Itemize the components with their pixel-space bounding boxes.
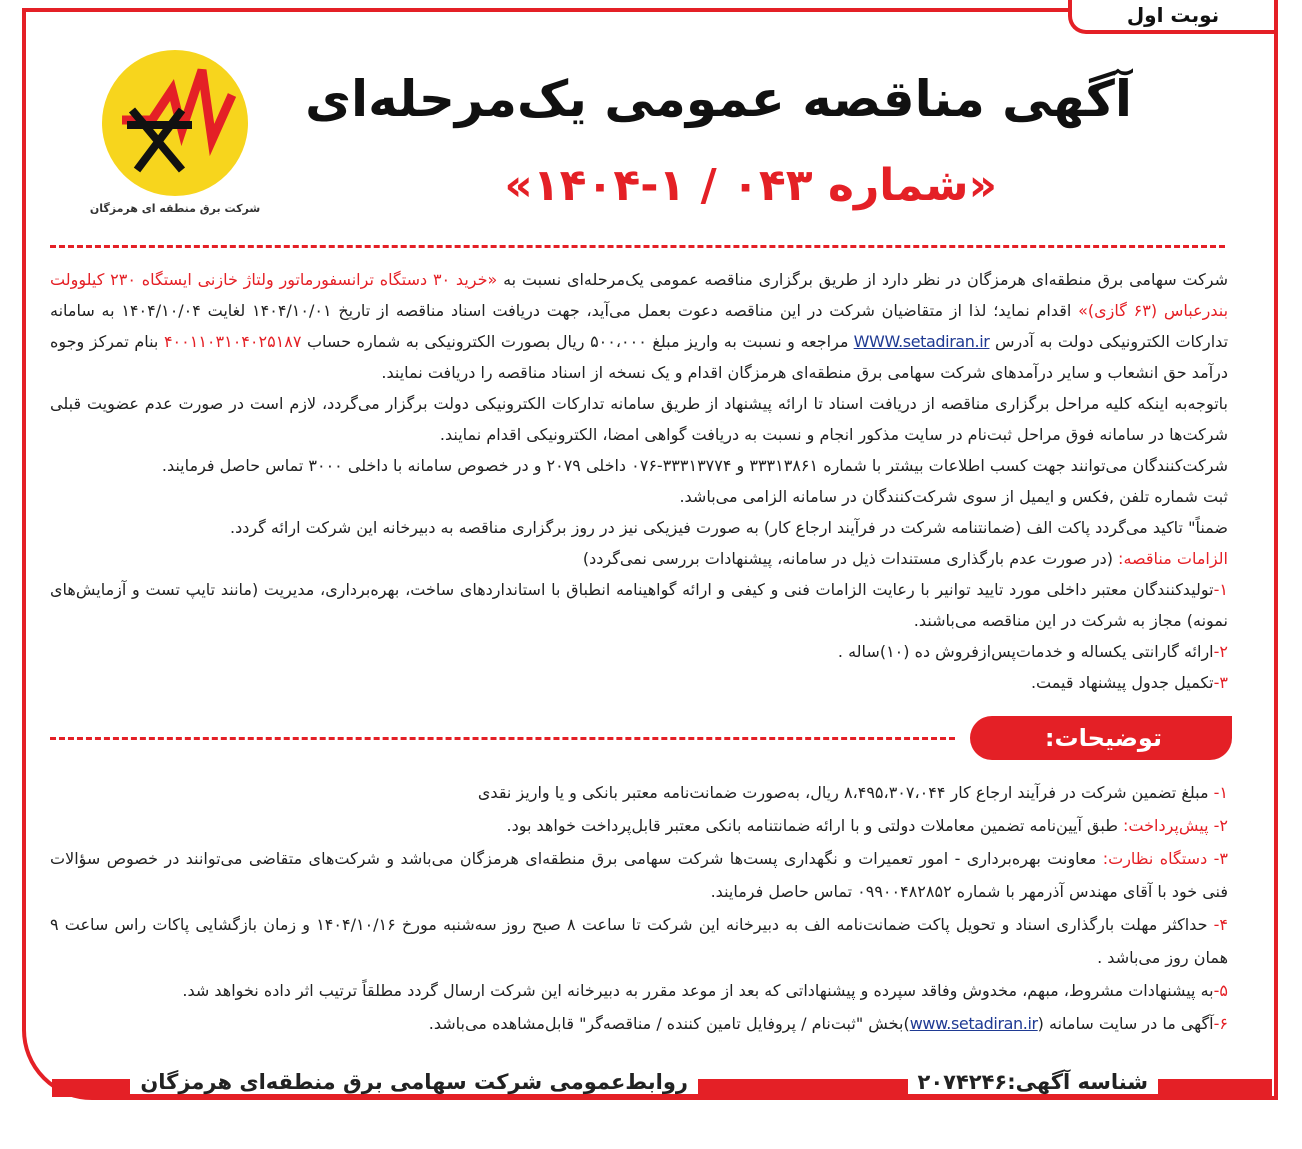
item-number: ۳-: [1213, 673, 1228, 692]
requirement-item: [50, 667, 1228, 698]
note-item: [50, 1007, 1228, 1040]
item-number: ۲-: [1213, 816, 1228, 835]
intro-text: [50, 264, 1228, 698]
item-text: طبق آیین‌نامه تضمین معاملات دولتی و با ارائه ضمانتنامه بانکی معتبر قابل‌پرداخت خواهد بود.: [506, 816, 1124, 835]
logo-caption: شرکت برق منطقه ای هرمزگان: [89, 202, 261, 215]
ad-id: شناسه آگهی:۲۰۷۴۲۴۶: [908, 1070, 1158, 1094]
item-text: آگهی ما در سایت سامانه (: [1037, 1014, 1214, 1033]
logo-emblem-icon: [102, 50, 248, 196]
requirement-item: [50, 574, 1228, 636]
item-number: ۶-: [1213, 1014, 1228, 1033]
item-label: دستگاه نظارت:: [1102, 849, 1214, 868]
setadiran-link[interactable]: WWW.setadiran.ir: [853, 332, 990, 351]
publisher: روابط‌عمومی شرکت سهامی برق منطقه‌ای هرمزگان: [130, 1070, 698, 1094]
page-title: آگهی مناقصه عمومی یک‌مرحله‌ای: [305, 70, 1132, 128]
item-text: تولیدکنندگان معتبر داخلی مورد تایید توانیر با رعایت الزامات فنی و کیفی و ارائه گواهینامه انطباق با استانداردهای ساخت، بهره‌برداری، مدیریت (مانند تایپ تست و آزمایش‌های نمونه) مجاز به شرکت در این مناقصه می‌باشند.: [50, 580, 1228, 630]
item-number: ۱-: [1213, 580, 1228, 599]
requirements-heading: [50, 543, 1228, 574]
note-item: [50, 974, 1228, 1007]
note-item: [50, 842, 1228, 908]
tender-subject: «خرید ۳۰ دستگاه ترانسفورماتور ولتاژ خازنی ایستگاه ۲۳۰ کیلوولت بندرعباس (۶۳ گازی)»: [50, 270, 1229, 320]
text: مراجعه و نسبت به واریز مبلغ ۵۰۰،۰۰۰ ریال بصورت الکترونیکی به شماره حساب: [301, 332, 854, 351]
item-number: ۵-: [1213, 981, 1228, 1000]
text: شرکت سهامی برق منطقه‌ای هرمزگان در نظر دارد از طریق برگزاری مناقصه عمومی یک‌مرحله‌ای نسبت به: [497, 270, 1228, 289]
paragraph-2: باتوجه‌به اینکه کلیه مراحل برگزاری مناقصه از دریافت اسناد تا ارائه پیشنهاد از طریق سامانه تدارکات الکترونیکی دولت برگزار می‌گردد، لازم است در صورت عدم عضویت قبلی شرکت‌ها در سامانه فوق مراحل ثبت‌نام در سایت مذکور انجام و نسبت به دریافت گواهی امضا، الکترونیکی اقدام نمایند.: [50, 394, 1228, 444]
paragraph-1: [50, 264, 1228, 388]
item-text: تکمیل جدول پیشنهاد قیمت.: [1030, 673, 1214, 692]
account-number: ۴۰۰۱۱۰۳۱۰۴۰۲۵۱۸۷: [163, 332, 302, 351]
footer: [22, 1068, 1278, 1108]
requirements-note: (در صورت عدم بارگذاری مستندات ذیل در سامانه، پیشنهادات بررسی نمی‌گردد): [582, 549, 1119, 568]
divider: [50, 245, 1225, 248]
item-text: حداکثر مهلت بارگذاری اسناد و تحویل پاکت ضمانت‌نامه الف به دبیرخانه این شرکت تا ساعت ۸ صبح روز سه‌شنبه مورخ ۱۴۰۴/۱۰/۱۶ و زمان بازگشایی پاکات راس ساعت ۹ همان روز می‌باشد .: [50, 915, 1228, 967]
item-text: ارائه گارانتی یکساله و خدمات‌پس‌ازفروش ده (۱۰)ساله .: [837, 642, 1214, 661]
item-text: به پیشنهادات مشروط، مبهم، مخدوش وفاقد سپرده و پیشنهاداتی که بعد از موعد مقرر به دبیرخانه این شرکت ارسال گردد مطلقاً ترتیب اثر داده نخواهد شد.: [182, 981, 1214, 1000]
turn-label: نوبت اول: [1068, 0, 1278, 34]
requirements-label: الزامات مناقصه:: [1118, 549, 1228, 568]
item-label: پیش‌پرداخت:: [1123, 816, 1214, 835]
divider: [50, 737, 955, 740]
item-number: ۳-: [1213, 849, 1228, 868]
item-number: ۲-: [1213, 642, 1228, 661]
paragraph-4: ثبت شماره تلفن ,فکس و ایمیل از سوی شرکت‌کنندگان در سامانه الزامی می‌باشد.: [679, 487, 1228, 506]
item-number: ۱-: [1213, 783, 1228, 802]
note-item: [50, 776, 1228, 809]
company-logo: [70, 50, 280, 230]
text: بنام تمرکز وجوه درآمد حق انشعاب و سایر درآمدهای شرکت سهامی برق منطقه‌ای هرمزگان اقدام و یک نسخه از اسناد مناقصه را دریافت نمایند.: [50, 332, 1228, 382]
tender-number: «شماره ۰۴۳ / ۱-۱۴۰۴»: [504, 160, 997, 211]
item-number: ۴-: [1213, 915, 1229, 934]
text: اقدام نماید؛ لذا از متقاضیان شرکت در این مناقصه دعوت بعمل می‌آید، جهت دریافت اسناد مناقصه از تاریخ ۱۴۰۴/۱۰/۰۱ لغایت ۱۴۰۴/۱۰/۰۴ به سامانه تدارکات الکترونیکی دولت به آدرس: [50, 301, 1229, 351]
item-text: مبلغ تضمین شرکت در فرآیند ارجاع کار ۸،۴۹۵،۳۰۷،۰۴۴ ریال، به‌صورت ضمانت‌نامه معتبر بانکی و یا واریز نقدی: [477, 783, 1214, 802]
paragraph-3: شرکت‌کنندگان می‌توانند جهت کسب اطلاعات بیشتر با شماره ۳۳۳۱۳۸۶۱ و ۳۳۳۱۳۷۷۴-۰۷۶ داخلی ۲۰۷۹ و در خصوص سامانه با داخلی ۳۰۰۰ تماس حاصل فرمایند.: [161, 456, 1228, 475]
item-text: معاونت بهره‌برداری - امور تعمیرات و نگهداری پست‌ها شرکت سهامی برق منطقه‌ای هرمزگان می‌باشد و شرکت‌های متقاضی می‌توانند در خصوص سؤالات فنی خود با آقای مهندس آذرمهر با شماره ۰۹۹۰۰۴۸۲۸۵۲ تماس حاصل فرمایند.: [50, 849, 1228, 901]
notes-heading: توضیحات:: [970, 716, 1232, 760]
requirement-item: [50, 636, 1228, 667]
note-item: [50, 809, 1228, 842]
setadiran-link[interactable]: www.setadiran.ir: [909, 1014, 1038, 1033]
note-item: [50, 908, 1228, 974]
notes-list: [50, 776, 1228, 1040]
paragraph-5: ضمناً" تاکید می‌گردد پاکت الف (ضمانتنامه شرکت در فرآیند ارجاع کار) به صورت فیزیکی نیز در روز برگزاری مناقصه به دبیرخانه این شرکت ارائه گردد.: [230, 518, 1228, 537]
item-text: )بخش "ثبت‌نام / پروفایل تامین کننده / مناقصه‌گر" قابل‌مشاهده می‌باشد.: [428, 1014, 910, 1033]
